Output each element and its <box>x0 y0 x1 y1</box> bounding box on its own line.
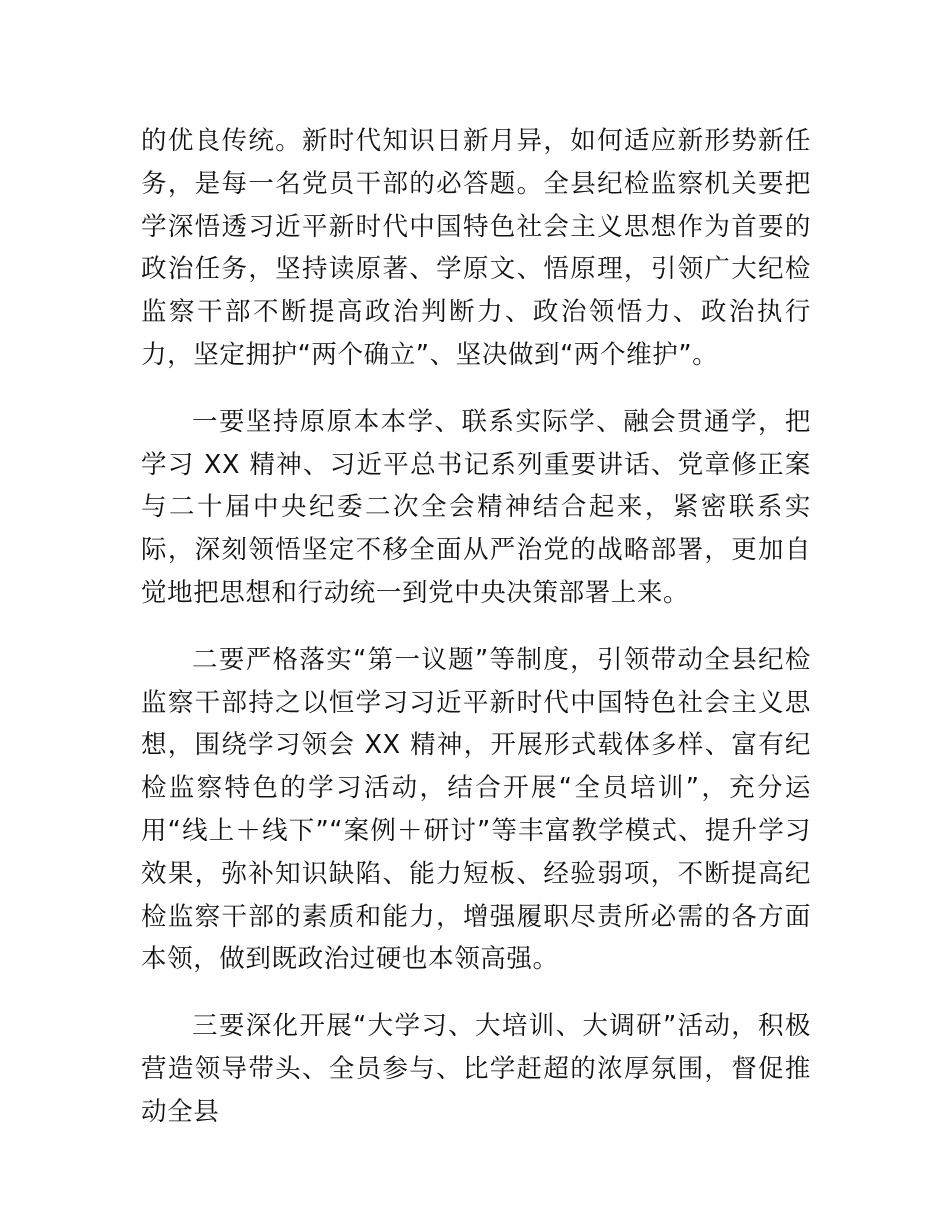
paragraph-point-three: 三要深化开展“大学习、大培训、大调研”活动，积极营造领导带头、全员参与、比学赶超的浓厚氛围，督促推动全县 <box>141 1011 811 1127</box>
paragraph-continuation: 的优良传统。新时代知识日新月异，如何适应新形势新任务，是每一名党员干部的必答题。全县纪检监察机关要把学深悟透习近平新时代中国特色社会主义思想作为首要的政治任务，坚持读原著、学原文、悟原理，引领广大纪检监察干部不断提高政治判断力、政治领悟力、政治执行力，坚定拥护“两个确立”、坚决做到“两个维护”。 <box>141 126 811 370</box>
document-body <box>141 120 811 1158</box>
paragraph-point-two: 二要严格落实“第一议题”等制度，引领带动全县纪检监察干部持之以恒学习习近平新时代中国特色社会主义思想，围绕学习领会 XX 精神，开展形式载体多样、富有纪检监察特色的学习活动，结合开展“全员培训”，充分运用“线上＋线下”“案例＋研讨”等丰富教学模式、提升学习效果，弥补知识缺陷、能力短板、经验弱项，不断提高纪检监察干部的素质和能力，增强履职尽责所必需的各方面本领，做到既政治过硬也本领高强。 <box>141 644 811 975</box>
paragraph-point-one: 一要坚持原原本本学、联系实际学、融会贯通学，把学习 XX 精神、习近平总书记系列重要讲话、党章修正案与二十届中央纪委二次全会精神结合起来，紧密联系实际，深刻领悟坚定不移全面从严治党的战略部署，更加自觉地把思想和行动统一到党中央决策部署上来。 <box>141 406 811 608</box>
